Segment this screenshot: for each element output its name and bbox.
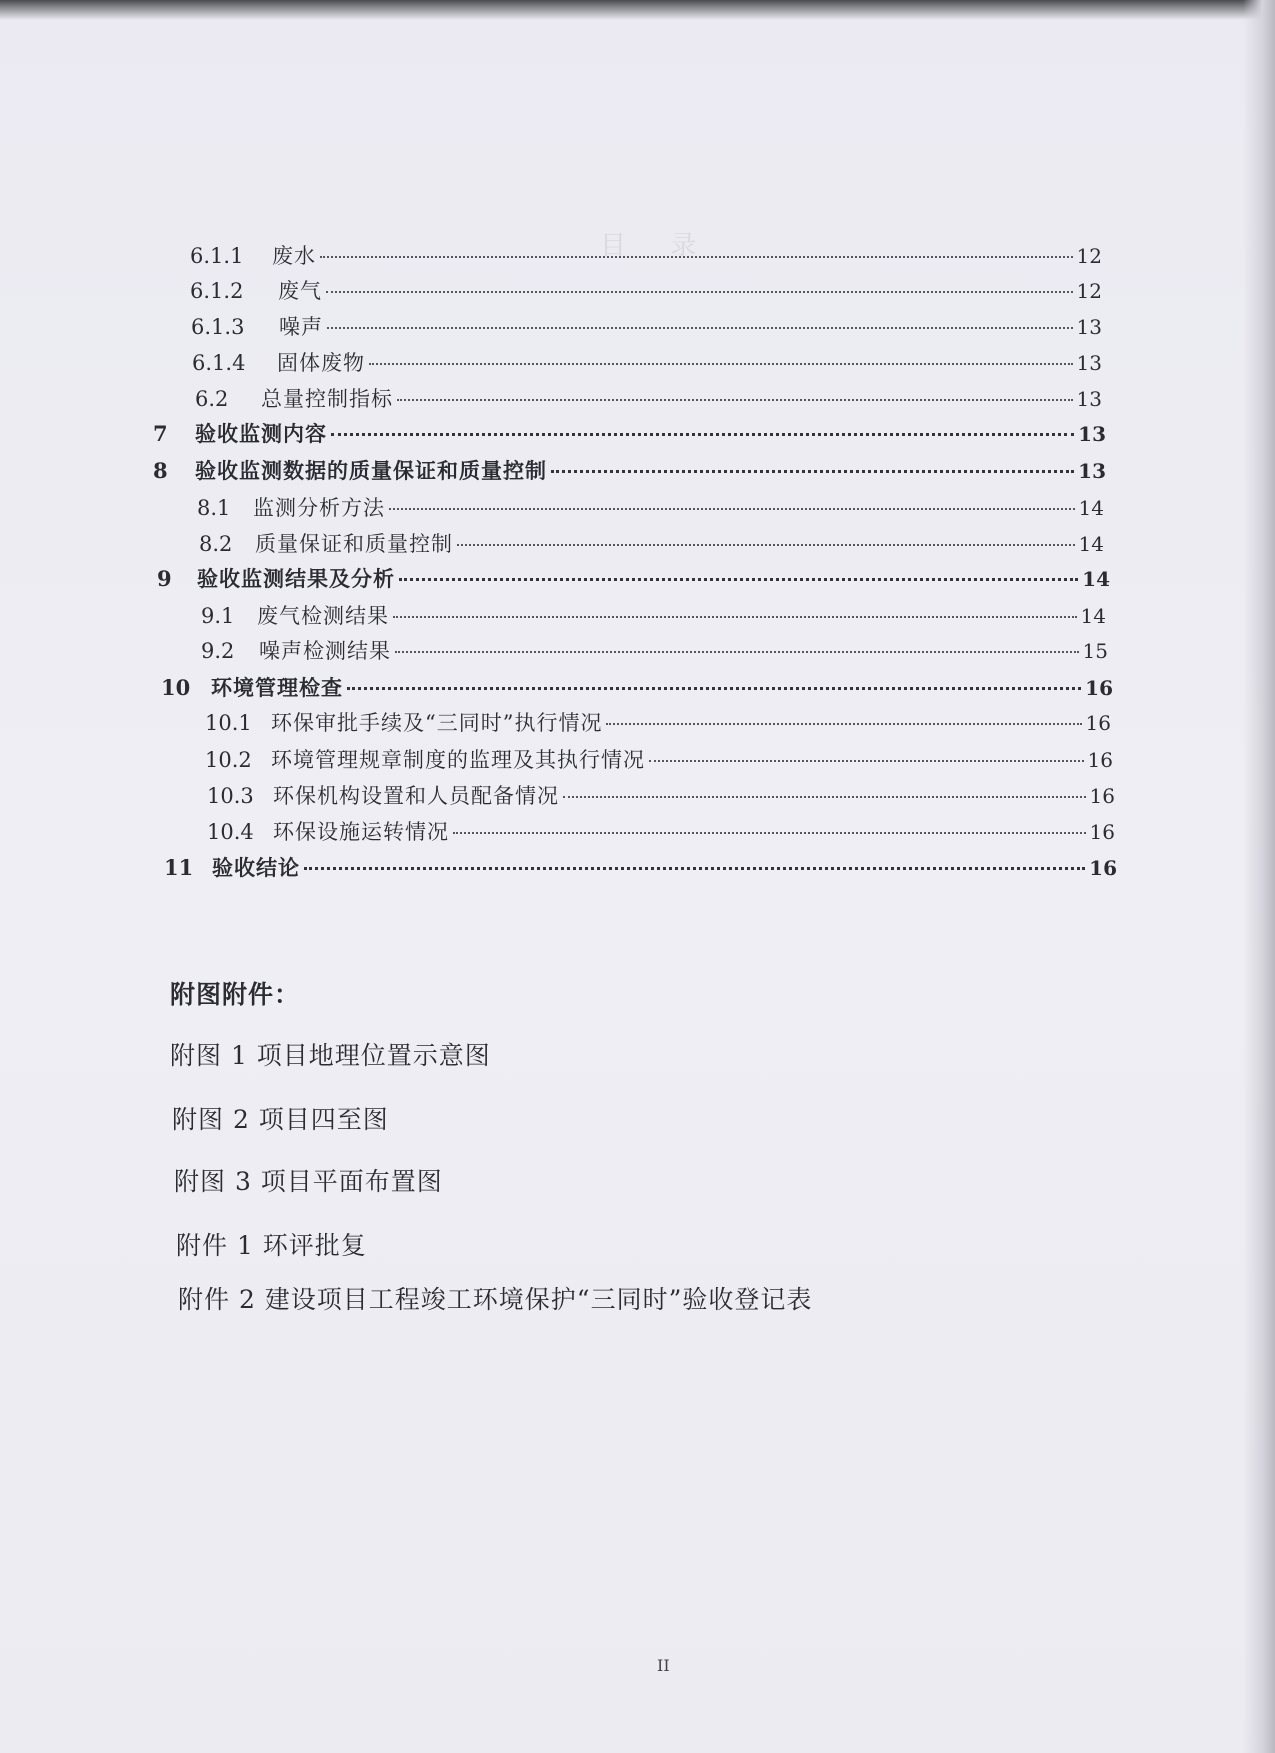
toc-entry-6-1-4 <box>192 347 1102 377</box>
toc-entry-9-1 <box>201 600 1106 630</box>
attachment-item: 附件 1 环评批复 <box>176 1231 367 1260</box>
attachment-item: 附图 2 项目四至图 <box>172 1105 389 1134</box>
toc-entry-6-2 <box>195 383 1102 413</box>
toc-entry-10-3 <box>207 780 1115 810</box>
dot-leader <box>397 399 1073 401</box>
toc-entry-8-2 <box>199 528 1104 558</box>
toc-entry-page: 16 <box>1085 711 1111 735</box>
toc-entry-6-1-1 <box>190 240 1102 270</box>
toc-entry-title: 验收监测内容 <box>195 421 327 446</box>
toc-entry-title: 环保审批手续及“三同时”执行情况 <box>271 711 603 735</box>
toc-entry-page: 13 <box>1078 422 1106 446</box>
toc-entry-8-1 <box>197 492 1104 522</box>
toc-entry-10-1 <box>205 707 1111 737</box>
scan-edge-top <box>0 0 1275 20</box>
toc-entry-page: 16 <box>1085 676 1113 700</box>
toc-entry-page: 13 <box>1076 351 1102 375</box>
dot-leader <box>369 363 1073 365</box>
toc-entry-number: 10.2 <box>205 748 252 772</box>
toc-entry-page: 14 <box>1078 496 1104 520</box>
toc-entry-number: 9.1 <box>201 604 235 628</box>
dot-leader <box>606 723 1081 725</box>
toc-entry-9 <box>157 563 1110 593</box>
toc-entry-page: 15 <box>1082 639 1108 663</box>
attachments-heading: 附图附件： <box>170 980 301 1009</box>
toc-entry-11 <box>164 852 1117 882</box>
toc-entry-10-4 <box>207 816 1115 846</box>
toc-entry-9-2 <box>201 635 1108 665</box>
dot-leader <box>327 327 1073 329</box>
toc-entry-title: 废气检测结果 <box>257 604 389 628</box>
toc-entry-number: 8 <box>153 458 168 483</box>
toc-entry-page: 16 <box>1087 748 1113 772</box>
dot-leader <box>389 508 1075 510</box>
dot-leader <box>649 760 1084 762</box>
toc-entry-title: 废水 <box>272 244 316 268</box>
toc-entry-number: 9.2 <box>201 639 235 663</box>
toc-entry-page: 14 <box>1080 604 1106 628</box>
dot-leader <box>347 687 1081 690</box>
toc-entry-number: 6.1.2 <box>190 279 244 303</box>
toc-entry-page: 16 <box>1089 820 1115 844</box>
toc-entry-number: 10.1 <box>205 711 252 735</box>
scan-edge-right <box>1243 0 1275 1753</box>
toc-entry-title: 验收结论 <box>212 855 300 880</box>
dot-leader <box>320 256 1073 258</box>
toc-entry-title: 噪声检测结果 <box>259 639 391 663</box>
toc-entry-page: 16 <box>1089 856 1117 880</box>
attachment-item: 附图 1 项目地理位置示意图 <box>170 1041 491 1070</box>
toc-entry-title: 环境管理规章制度的监理及其执行情况 <box>271 748 645 772</box>
toc-entry-page: 16 <box>1089 784 1115 808</box>
dot-leader <box>331 433 1074 436</box>
dot-leader <box>457 544 1075 546</box>
dot-leader <box>453 832 1086 834</box>
toc-entry-title: 环境管理检查 <box>211 675 343 700</box>
toc-entry-page: 14 <box>1078 532 1104 556</box>
attachment-item: 附件 2 建设项目工程竣工环境保护“三同时”验收登记表 <box>178 1285 813 1314</box>
toc-entry-title: 固体废物 <box>277 351 365 375</box>
toc-entry-title: 废气 <box>278 279 322 303</box>
dot-leader <box>399 578 1078 581</box>
toc-entry-title: 总量控制指标 <box>261 387 393 411</box>
toc-entry-page: 13 <box>1078 459 1106 483</box>
toc-entry-number: 10 <box>161 675 191 700</box>
toc-entry-number: 8.2 <box>199 532 233 556</box>
toc-entry-title: 环保设施运转情况 <box>273 820 449 844</box>
dot-leader <box>304 867 1085 870</box>
attachment-item: 附图 3 项目平面布置图 <box>174 1167 443 1196</box>
toc-entry-6-1-3 <box>191 311 1102 341</box>
toc-entry-number: 6.1.3 <box>191 315 245 339</box>
dot-leader <box>551 470 1074 473</box>
toc-entry-number: 6.1.1 <box>190 244 244 268</box>
toc-entry-number: 6.1.4 <box>192 351 246 375</box>
toc-entry-number: 10.3 <box>207 784 254 808</box>
dot-leader <box>563 796 1086 798</box>
toc-entry-6-1-2 <box>190 275 1102 305</box>
toc-entry-number: 8.1 <box>197 496 231 520</box>
dot-leader <box>395 651 1079 653</box>
toc-entry-title: 噪声 <box>279 315 323 339</box>
toc-entry-page: 12 <box>1076 279 1102 303</box>
toc-entry-10 <box>161 672 1113 702</box>
dot-leader <box>326 291 1073 293</box>
dot-leader <box>393 616 1077 618</box>
toc-entry-page: 13 <box>1076 315 1102 339</box>
toc-entry-10-2 <box>205 744 1113 774</box>
toc-entry-number: 10.4 <box>207 820 254 844</box>
toc-entry-title: 环保机构设置和人员配备情况 <box>273 784 559 808</box>
toc-entry-title: 质量保证和质量控制 <box>255 532 453 556</box>
toc-entry-number: 11 <box>164 855 194 880</box>
toc-entry-page: 12 <box>1076 244 1102 268</box>
bleed-through-title: 目 录 <box>600 231 715 261</box>
toc-entry-title: 监测分析方法 <box>253 496 385 520</box>
toc-entry-8 <box>153 455 1106 485</box>
toc-entry-number: 9 <box>157 566 172 591</box>
toc-entry-page: 13 <box>1076 387 1102 411</box>
toc-entry-title: 验收监测结果及分析 <box>197 566 395 591</box>
toc-entry-page: 14 <box>1082 567 1110 591</box>
page-number: II <box>657 1656 670 1675</box>
toc-entry-number: 6.2 <box>195 387 229 411</box>
toc-entry-7 <box>153 418 1106 448</box>
toc-entry-number: 7 <box>153 421 168 446</box>
toc-entry-title: 验收监测数据的质量保证和质量控制 <box>195 458 547 483</box>
